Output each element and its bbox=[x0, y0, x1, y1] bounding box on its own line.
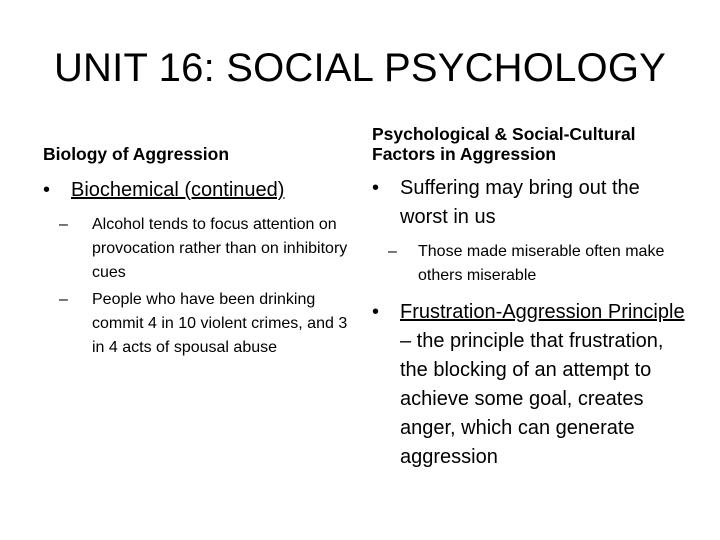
left-bullet-text: Biochemical (continued) bbox=[71, 179, 285, 201]
left-sub-text: Alcohol tends to focus attention on provocation rather than on inhibitory cues bbox=[92, 216, 348, 281]
right-bullet-text: Suffering may bring out the worst in us bbox=[400, 177, 640, 228]
dash-icon: – bbox=[59, 291, 68, 308]
dash-icon: – bbox=[59, 216, 68, 233]
frustration-term: Frustration-Aggression Principle bbox=[400, 301, 685, 323]
left-heading: Biology of Aggression bbox=[43, 144, 230, 164]
right-bullet-frustration bbox=[372, 298, 690, 472]
right-bullet-suffering bbox=[372, 174, 690, 232]
left-sub-drinking bbox=[59, 288, 353, 360]
right-sub-text: Those made miserable often make others miserable bbox=[418, 243, 665, 284]
right-column bbox=[372, 124, 690, 472]
left-sub-alcohol bbox=[59, 213, 353, 285]
left-sub-text: People who have been drinking commit 4 in 10 violent crimes, and 3 in 4 acts of spousal abuse bbox=[92, 291, 348, 356]
slide-title: UNIT 16: SOCIAL PSYCHOLOGY bbox=[53, 46, 667, 90]
frustration-definition: – the principle that frustration, the blocking of an attempt to achieve some goal, creates anger, which can generate aggression bbox=[400, 330, 664, 468]
dash-icon: – bbox=[388, 243, 397, 260]
right-heading: Psychological & Social-Cultural Factors in Aggression bbox=[372, 124, 636, 164]
bullet-icon: • bbox=[43, 179, 51, 201]
bullet-icon: • bbox=[372, 177, 380, 199]
bullet-icon: • bbox=[372, 301, 380, 323]
left-column bbox=[43, 140, 353, 360]
right-sub-miserable bbox=[388, 240, 690, 288]
left-bullet-biochemical bbox=[43, 176, 353, 205]
